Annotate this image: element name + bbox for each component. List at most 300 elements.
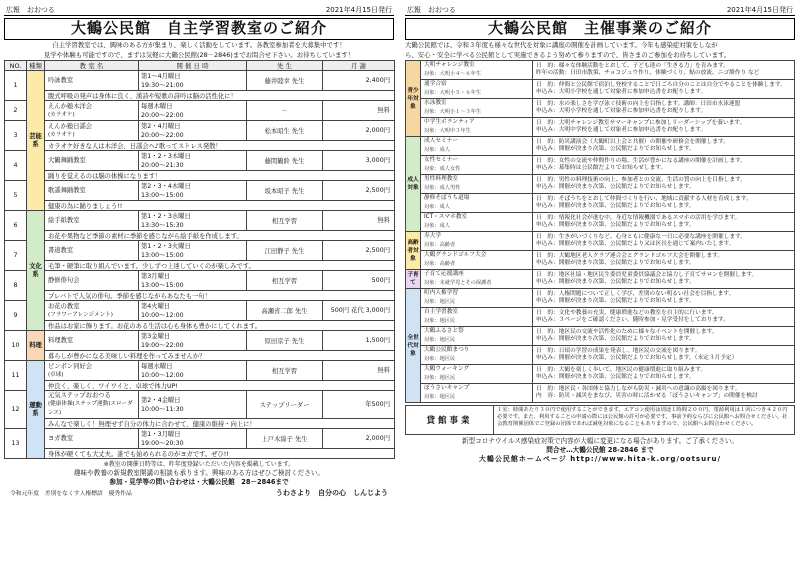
class-number: 12 xyxy=(5,391,27,429)
event-description-cell xyxy=(533,175,795,194)
event-description-cell xyxy=(533,384,795,403)
class-name-cell xyxy=(45,429,139,449)
class-number: 6 xyxy=(5,211,27,241)
table-row xyxy=(5,151,395,171)
event-description-line: 申込み：開催が決まり次第、公民館だよりでお知らせします。 xyxy=(536,203,695,209)
class-description: 仲良く、楽しく、ワイワイと、卓球で体力UP! xyxy=(45,381,395,391)
class-description: 毛筆・硬筆に取り組んでいます。少しずつ上達していくのが楽しみです。 xyxy=(45,261,395,271)
event-target: 対象：大明小１～３年生 xyxy=(424,109,482,115)
event-description-cell xyxy=(533,99,795,118)
fee-cell: 500円 花代 3,000円 xyxy=(323,301,395,321)
right-intro-1: 大鶴公民館では、令和３年度も様々な世代を対象に講座の開催を計画しています。今年も感染症対策をしなが xyxy=(405,41,718,49)
event-row xyxy=(406,137,795,156)
class-subtitle: (フラワーアレンジメント) xyxy=(48,311,113,318)
table-note: ※教室の開催日時等は、昨年度登録いただいた内容を掲載しています。 xyxy=(103,461,295,468)
event-target: 対象：成人 xyxy=(424,147,450,153)
class-subtitle: (カラオケ) xyxy=(48,131,75,138)
category-label: 芸能系 xyxy=(29,132,42,148)
schedule-cell xyxy=(139,301,247,321)
event-description-cell xyxy=(533,289,795,308)
event-row xyxy=(406,384,795,403)
event-name-cell xyxy=(421,213,533,232)
event-description-line: 内 容：防災・減災をまなび、災害の時に活かせる「ぼうさいキャンプ」の開催を検討 xyxy=(536,393,758,399)
schedule-line: 10:00～12:00 xyxy=(141,371,184,379)
column-header: NO. xyxy=(5,61,27,71)
event-description-line: 日 的：女性の交流や仲間作りの場、生活が豊かになる講座の開催を計画します。 xyxy=(536,157,746,164)
event-description-cell xyxy=(533,194,795,213)
event-description-cell xyxy=(533,270,795,289)
schedule-line: 19:00～22:00 xyxy=(141,341,184,349)
event-row xyxy=(406,289,795,308)
left-page xyxy=(4,4,394,561)
fee-cell: 2,400円 xyxy=(323,71,395,91)
schedule-line: 第1～4月曜日 xyxy=(141,72,181,80)
schedule-cell xyxy=(139,151,247,171)
event-name: 寿大学 xyxy=(424,233,442,239)
schedule-line: 19:30～21:00 xyxy=(141,81,184,89)
event-description-cell xyxy=(533,118,795,137)
class-name: 歌謡舞踊教室 xyxy=(48,187,86,194)
fee-cell: 3,000円 xyxy=(323,151,395,171)
class-description: みんなで楽しく！無理せず自分の体力に合わせて、健康の維持・向上に！ xyxy=(45,419,395,429)
event-name: ICT・スマホ教室 xyxy=(424,214,468,220)
class-subtitle: (カラオケ) xyxy=(48,111,75,118)
table-row xyxy=(5,361,395,381)
left-header-issue: 広報 おおつる xyxy=(6,6,55,14)
left-header xyxy=(4,4,394,16)
event-description-line: 日 的：大鶴地区老人クラブ連合会とグランドゴルフ大会を開催します。 xyxy=(536,252,724,259)
event-table xyxy=(405,60,795,403)
event-description-cell xyxy=(533,80,795,99)
left-header-date: 2021年4月15日発行 xyxy=(325,6,392,14)
event-target: 対象：成人男性 xyxy=(424,185,461,191)
event-row xyxy=(406,194,795,213)
event-row xyxy=(406,232,795,251)
event-description-cell xyxy=(533,346,795,365)
event-name: 女性セミナー xyxy=(424,157,459,163)
event-description-cell xyxy=(533,327,795,346)
event-name: 大明チャレンジ教室 xyxy=(424,62,475,68)
event-target: 対象：成人 xyxy=(424,204,450,210)
event-category-label: 成人対象 xyxy=(407,177,419,191)
schedule-cell xyxy=(139,241,247,261)
table-row xyxy=(5,241,395,261)
schedule-cell xyxy=(139,121,247,141)
class-number: 5 xyxy=(5,181,27,211)
event-description-line: 申込み：開催が決まり次第、公民館だよりでお知らせします。 xyxy=(536,298,695,304)
class-name-cell xyxy=(45,151,139,171)
event-name-cell xyxy=(421,365,533,384)
class-description: 踊りを覚えるのは脳の体操になります！ xyxy=(45,171,395,181)
table-row xyxy=(5,211,395,231)
fee-cell: 無料 xyxy=(323,211,395,231)
event-row xyxy=(406,118,795,137)
category-cell xyxy=(27,71,45,211)
event-target: 対象：大明小４～６年生 xyxy=(424,71,482,77)
table-note-row xyxy=(5,141,395,151)
schedule-line: 13:00～15:00 xyxy=(141,251,184,259)
event-description-line: 日 的：地区民の交流や活性化のために様々なイベントを開催します。 xyxy=(536,328,718,335)
class-name-cell xyxy=(45,101,139,121)
event-target: 対象：大明中３年生 xyxy=(424,128,471,134)
class-name-cell xyxy=(45,241,139,261)
rental-box xyxy=(405,405,795,435)
teacher-cell: 高瀬省二郎 先生 xyxy=(247,301,323,321)
event-name-cell xyxy=(421,156,533,175)
event-category-cell xyxy=(406,61,421,137)
class-number: 4 xyxy=(5,151,27,181)
event-description-line: 日 的：男性の料理技術の向上、参加者との交流、生活の質の向上を目指します。 xyxy=(536,176,746,183)
column-header: 教 室 名 xyxy=(45,61,139,71)
event-description-line: 日 的：防災講演会（大鶴町以上会と共催）の開催や研修会を開催します。 xyxy=(536,138,729,145)
event-description-line: 日 的：そばうちをとおして仲間づくりを行い、地域に貢献する人材を育成します。 xyxy=(536,195,752,202)
schedule-cell xyxy=(139,391,247,419)
schedule-cell xyxy=(139,271,247,291)
column-header: 種類 xyxy=(27,61,45,71)
right-footer-2: 問合せ…大鶴公民館 28-2846 まで xyxy=(546,446,654,454)
event-description-cell xyxy=(533,232,795,251)
class-description: 作品はお家に飾ります。お花のある生活は心も身体も豊かにしてくれます。 xyxy=(45,321,395,331)
fee-cell: 2,000円 xyxy=(323,121,395,141)
right-page xyxy=(405,4,795,561)
slogan-label: 令和元年度 差別をなくす人権標語 優秀作品 xyxy=(10,491,132,497)
fee-cell: 1,500円 xyxy=(323,331,395,351)
homepage-row xyxy=(405,455,795,464)
column-header: 先 生 xyxy=(247,61,323,71)
category-label: 料理 xyxy=(29,341,42,349)
table-note-row xyxy=(5,91,395,101)
teacher-cell: 藤井睦幸 先生 xyxy=(247,71,323,91)
class-number: 11 xyxy=(5,361,27,391)
event-description-line: 日 的：情報化社会が進む中、身近な情報機器であるスマホの活用を学びます。 xyxy=(536,214,741,221)
right-title: 大鶴公民館 主催事業のご紹介 xyxy=(405,18,795,40)
event-name: 通学合宿 xyxy=(424,81,447,87)
event-category-cell xyxy=(406,289,421,403)
table-note-row xyxy=(5,351,395,361)
class-name-cell xyxy=(45,361,139,381)
event-category-cell xyxy=(406,270,421,289)
slogan-text: うわさより 自分の心 しんじよう xyxy=(276,489,388,497)
teacher-cell: 相互学習 xyxy=(247,211,323,231)
event-name-cell xyxy=(421,61,533,80)
event-row xyxy=(406,61,795,80)
table-row xyxy=(5,271,395,291)
event-target: 対象：成人女性 xyxy=(424,166,461,172)
class-description: 暮らしが豊かになる美味しい料理を作ってみませんか？ xyxy=(45,351,395,361)
class-name-cell xyxy=(45,71,139,91)
event-name: ぼうさいキャンプ xyxy=(424,385,470,391)
table-row xyxy=(5,301,395,321)
class-name-cell xyxy=(45,391,139,419)
teacher-cell: 坂本昭子 先生 xyxy=(247,181,323,201)
class-description: 健康の為に踊りましょう!! xyxy=(45,201,395,211)
class-number: 9 xyxy=(5,301,27,331)
teacher-cell: 原田京子 先生 xyxy=(247,331,323,351)
column-header: 開 催 日 時 xyxy=(139,61,247,71)
class-name-cell xyxy=(45,301,139,321)
event-target: 対象：地区民 xyxy=(424,299,456,305)
class-name: 絵手紙教室 xyxy=(48,217,80,224)
fee-cell: 500円 xyxy=(323,271,395,291)
schedule-line: 20:00～22:00 xyxy=(141,131,184,139)
event-target: 対象：高齢者 xyxy=(424,261,456,267)
event-row xyxy=(406,365,795,384)
event-name: 成人セミナー xyxy=(424,138,459,144)
table-note-row xyxy=(5,321,395,331)
schedule-cell xyxy=(139,211,247,231)
table-row xyxy=(5,181,395,201)
left-title: 大鶴公民館 自主学習教室のご紹介 xyxy=(4,18,394,40)
schedule-line: 第1・2・3木曜日 xyxy=(141,152,191,160)
event-name-cell xyxy=(421,194,533,213)
event-target: 対象：地区民 xyxy=(424,394,456,400)
event-category-cell xyxy=(406,137,421,232)
event-name-cell xyxy=(421,232,533,251)
event-name: 大鶴ふるさと祭 xyxy=(424,328,464,334)
fee-cell: 2,000円 xyxy=(323,429,395,449)
right-footer-1: 新型コロナウイルス感染症対策で内容が大幅に変更になる場合があります。ご了承ください。 xyxy=(461,437,738,445)
fee-cell: 無料 xyxy=(323,361,395,381)
class-description: 身体が硬くても大丈夫。誰でも始められるのがヨガです。ぜひ!! xyxy=(45,449,395,459)
event-description-line: 昨年の活動：日田市散策、チョコジュウ作り、体験づくり、鮎の放流、ニゴ餅作り など xyxy=(536,70,760,76)
right-intro-2: ら、安心・安全に学べる公民館として実施できるよう努めて参りますので、皆さまのご参加をお待ちしています。 xyxy=(405,51,731,59)
class-name: ピンポン同好会 xyxy=(48,362,93,370)
left-footer-1: 趣味や教養の新規教室開講の相談も承ります。興味のある方はぜひご検討ください。 xyxy=(73,469,325,477)
table-note-row xyxy=(5,201,395,211)
event-name-cell xyxy=(421,270,533,289)
class-name: 元気ステップおおつる xyxy=(48,392,111,399)
schedule-line: 19:00～20:30 xyxy=(141,439,184,447)
event-description-line: 申込み：募集時は公民館だよりでお知らせします。 xyxy=(536,165,667,171)
class-description: お花や果物など季節の素材に季節を感じながら絵手紙を作成します。 xyxy=(45,231,395,241)
category-cell xyxy=(27,361,45,459)
class-number: 8 xyxy=(5,271,27,301)
event-name-cell xyxy=(421,99,533,118)
event-description-line: 申込み：開催が決まり次第、公民館だより又は区長を通じて案内いたします。 xyxy=(536,241,735,247)
teacher-cell: － xyxy=(247,101,323,121)
teacher-cell: 江田静子 先生 xyxy=(247,241,323,261)
class-name: ヨガ教室 xyxy=(48,435,74,442)
event-name-cell xyxy=(421,308,533,327)
fee-cell: 2,500円 xyxy=(323,241,395,261)
class-name: 大鶴舞踊教室 xyxy=(48,157,86,164)
schedule-cell xyxy=(139,429,247,449)
event-row xyxy=(406,251,795,270)
left-intro-2: 見学や体験も可能ですので、まずは気軽に大鶴公民館(28－2846)までお問合せ下さい。お待ちしています！ xyxy=(43,51,355,59)
schedule-line: 13:30～15:30 xyxy=(141,221,184,229)
event-name-cell xyxy=(421,327,533,346)
event-name: 大鶴ウォーキング xyxy=(424,366,470,372)
schedule-cell xyxy=(139,101,247,121)
schedule-line: 20:00～22:00 xyxy=(141,111,184,119)
event-row xyxy=(406,99,795,118)
table-row xyxy=(5,391,395,419)
right-header-issue: 広報 おおつる xyxy=(407,6,456,14)
class-name-cell xyxy=(45,121,139,141)
event-name: 自主学習教室 xyxy=(424,309,459,315)
fee-cell: 2,500円 xyxy=(323,181,395,201)
table-note-row xyxy=(5,381,395,391)
event-row xyxy=(406,175,795,194)
class-subtitle: (健康体操(ステップ運動)スローダンス) xyxy=(48,401,133,416)
event-description-cell xyxy=(533,251,795,270)
event-description-line: 日 的：様々な体験活動をとおして、子ども達の「生きる力」を育みます。 xyxy=(536,62,729,69)
event-category-cell xyxy=(406,232,421,270)
class-number: 7 xyxy=(5,241,27,271)
class-name: 料理教室 xyxy=(48,337,74,344)
event-name: 大鶴公民館まつり xyxy=(424,347,470,353)
left-footer-2: 参加・見学等の問い合わせは・大鶴公民館 28－2846まで xyxy=(109,478,289,486)
event-description-line: 日 的：生きがいづくりなど、心身ともに健康な一日に必要な講座を開催します。 xyxy=(536,233,746,240)
event-description-line: 申込み：開催が決まり次第、公民館だよりでお知らせします。（未定３月予定） xyxy=(536,355,738,361)
class-subtitle: (卓球) xyxy=(48,371,64,378)
event-name-cell xyxy=(421,384,533,403)
event-description-line: 日 的：大鶴を楽しく歩いて、地区民の健康増進に取り組みます。 xyxy=(536,366,707,373)
schedule-cell xyxy=(139,71,247,91)
event-row xyxy=(406,156,795,175)
column-header: 月 謝 xyxy=(323,61,395,71)
schedule-line: 13:00～15:00 xyxy=(141,281,184,289)
class-number: 10 xyxy=(5,331,27,361)
homepage-link[interactable]: http://www.hita-k.org/ootsuru/ xyxy=(570,455,722,463)
schedule-line: 毎週木曜日 xyxy=(141,102,173,110)
event-name: 男性料理教室 xyxy=(424,176,459,182)
schedule-line: 第1・2・3水曜日 xyxy=(141,212,191,220)
right-header-date: 2021年4月15日発行 xyxy=(726,6,793,14)
event-category-label: 高齢者対象 xyxy=(407,239,419,262)
event-description-line: 申込み：開催が決まり次第、公民館だよりでお知らせします。 xyxy=(536,146,695,152)
event-name-cell xyxy=(421,80,533,99)
event-name: 大鶴グランドゴルフ大会 xyxy=(424,252,487,258)
left-intro-1: 自主学習教室では、興味のある方が集まり、楽しく活動をしています。各教室参加者を大募集中です！ xyxy=(52,41,346,49)
event-description-line: 申込み：開催が決まり次第、公民館だよりでお知らせします。 xyxy=(536,336,695,342)
schedule-line: 第3月曜日 xyxy=(141,272,171,280)
schedule-line: 10:00～12:00 xyxy=(141,311,184,319)
event-row xyxy=(406,308,795,327)
event-name-cell xyxy=(421,118,533,137)
event-name-cell xyxy=(421,289,533,308)
class-name: 書道教室 xyxy=(48,247,74,254)
class-name-cell xyxy=(45,271,139,291)
class-table xyxy=(4,60,395,459)
event-name-cell xyxy=(421,251,533,270)
schedule-line: 13:00～15:00 xyxy=(141,191,184,199)
schedule-line: 20:00～21:30 xyxy=(141,161,184,169)
event-target: 対象：地区民 xyxy=(424,318,456,324)
event-target: 対象：地区民 xyxy=(424,375,456,381)
rental-text: １室：時間あたり３０円で使用することができます。エアコン使用は別途１時間２００円、電源利用は１回につき４２０円必要です。また、利用することの申請の際には公民館の許可が必要です。事前予約ならびに公民館へお問合せください。社会教育関係団体でご登録の団体であれば減免対象になることもありますので、公民館へお問合わせください。 xyxy=(497,407,788,427)
homepage-label: 大鶴公民館ホームページ xyxy=(478,455,567,463)
category-label: 運動系 xyxy=(29,401,42,417)
event-description-cell xyxy=(533,61,795,80)
schedule-line: 第4火曜日 xyxy=(141,302,171,310)
rental-label: 貸館事業 xyxy=(406,406,494,434)
table-note-row xyxy=(5,261,395,271)
table-row xyxy=(5,101,395,121)
event-description-line: 日 的：地区社協・地区民生委員児童委員協議会と協力し子育てサロンを開催します。 xyxy=(536,271,758,278)
event-description-line: 日 的：水の楽しさを学び泳ぐ技術の向上を目指します。講師：日田市水泳連盟 xyxy=(536,100,741,107)
teacher-cell: 相互学習 xyxy=(247,361,323,381)
event-category-label: 青少年対象 xyxy=(407,87,419,110)
event-category-label: 子育て xyxy=(407,272,419,286)
schedule-cell xyxy=(139,331,247,351)
slogan-row xyxy=(4,488,394,498)
category-cell xyxy=(27,331,45,361)
table-note-row xyxy=(5,291,395,301)
fee-cell: 年500円 xyxy=(323,391,395,419)
table-row xyxy=(5,121,395,141)
event-description-cell xyxy=(533,137,795,156)
event-target: 対象：高齢者 xyxy=(424,242,456,248)
table-row xyxy=(5,331,395,351)
fee-cell: 無料 xyxy=(323,101,395,121)
event-description-line: 日 的：文化や教養の充実、健康増進などの教室を自主的に行います。 xyxy=(536,309,718,316)
class-number: 3 xyxy=(5,121,27,151)
event-description-line: 日 的：仲間と公民館で宿泊し登校することで日ごろ自分のことは自分でやることを体験します。 xyxy=(536,81,786,88)
table-note-row xyxy=(5,449,395,459)
event-name-cell xyxy=(421,137,533,156)
event-description-cell xyxy=(533,156,795,175)
event-name-cell xyxy=(421,175,533,194)
event-description-line: 申込み：開催が決まり次第、公民館だよりでお知らせします。 xyxy=(536,184,695,190)
event-row xyxy=(406,346,795,365)
event-name: 子育て応援講座 xyxy=(424,271,464,277)
event-description-cell xyxy=(533,213,795,232)
event-name: 静修そばうち道場 xyxy=(424,195,470,201)
table-row xyxy=(5,429,395,449)
class-number: 1 xyxy=(5,71,27,101)
class-name: 吟詠教室 xyxy=(48,77,74,84)
event-target: 対象：大明小５・６年生 xyxy=(424,90,482,96)
teacher-cell: 上戸木綿子 先生 xyxy=(247,429,323,449)
event-description-line: 申込み：開催が決まり次第、公民館だよりでお知らせします。 xyxy=(536,260,695,266)
schedule-line: 第2・4月曜日 xyxy=(141,122,181,130)
event-description-cell xyxy=(533,308,795,327)
class-name: お花の教室 xyxy=(48,302,80,310)
event-target: 対象：成人 xyxy=(424,223,450,229)
schedule-line: 第3金曜日 xyxy=(141,332,171,340)
class-description: カラオケ好きな人は木洋会、日謡会へ♪歌ってストレス発散！ xyxy=(45,141,395,151)
event-description-cell xyxy=(533,365,795,384)
event-name: 町内人権学習 xyxy=(424,290,459,296)
class-number: 2 xyxy=(5,101,27,121)
event-description-line: 申込み：３ページをご確認ください。随時参加・見学受付をしております。 xyxy=(536,317,729,323)
event-target: 対象：地区民 xyxy=(424,356,456,362)
class-name-cell xyxy=(45,211,139,231)
teacher-cell: 相互学習 xyxy=(247,271,323,291)
schedule-line: 10:00～11:30 xyxy=(141,405,184,413)
schedule-line: 第2・3・4木曜日 xyxy=(141,182,191,190)
category-label: 文化系 xyxy=(29,262,42,278)
category-cell xyxy=(27,211,45,331)
event-row xyxy=(406,80,795,99)
event-description-line: 申込み：開催が決まり次第、公民館だよりでお知らせします。 xyxy=(536,279,695,285)
event-description-line: 日 的：人権問題について正しく学び、差別のない明るい社会を目指します。 xyxy=(536,290,735,297)
event-description-line: 日 的：地区民・各団体と協力しながら防災・減災への意識の高揚を図ります。 xyxy=(536,385,741,392)
class-name: えんか塾日謡会 xyxy=(48,122,93,130)
event-description-line: 日 的：日頃の学習の成果を発表し、地区民の交流を図ります。 xyxy=(536,347,701,354)
schedule-line: 第1・2・3火曜日 xyxy=(141,242,191,250)
schedule-line: 第1・3月曜日 xyxy=(141,430,181,438)
event-target: 対象：地区民 xyxy=(424,337,456,343)
table-note-row xyxy=(5,171,395,181)
schedule-line: 第2・4金曜日 xyxy=(141,396,181,404)
class-name: 静修俳句会 xyxy=(48,277,80,284)
event-name: 中学生ボランティア xyxy=(424,119,475,125)
teacher-cell: ステップリーダー xyxy=(247,391,323,419)
event-name: 水泳教室 xyxy=(424,100,447,106)
schedule-cell xyxy=(139,181,247,201)
